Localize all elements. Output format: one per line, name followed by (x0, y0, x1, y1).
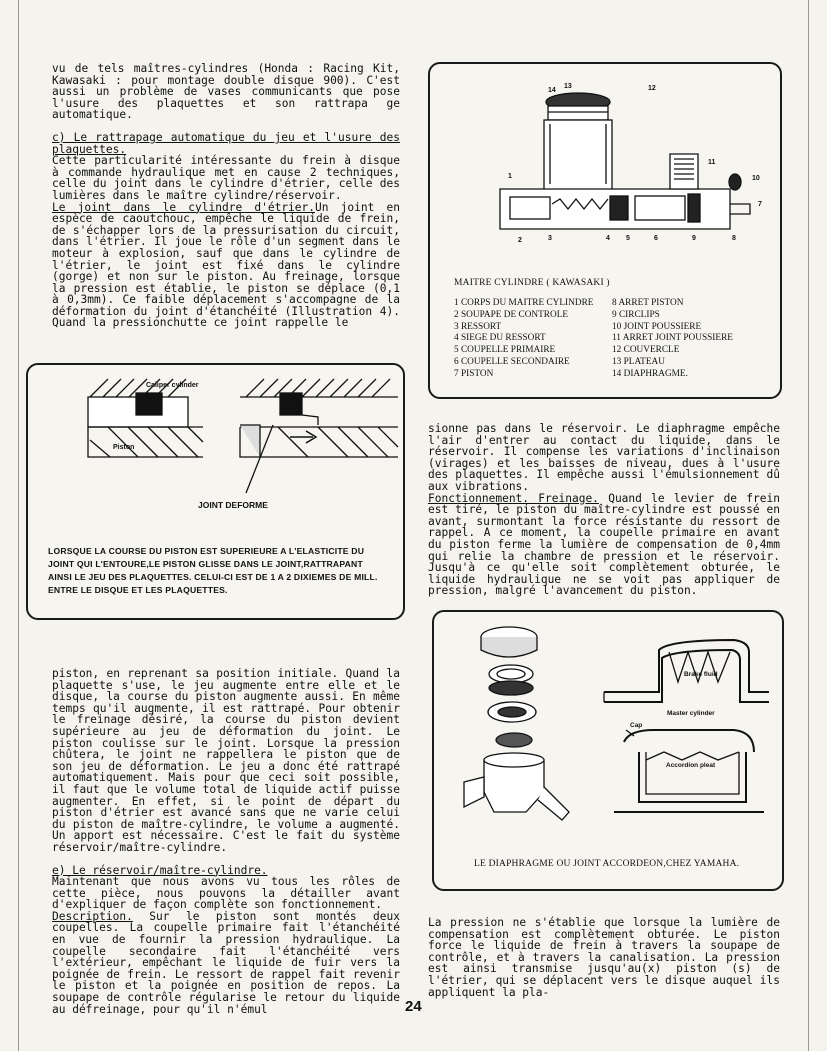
callout-2: 2 (518, 237, 522, 244)
right-column-top (428, 423, 780, 597)
callout-11: 11 (708, 159, 716, 166)
joint-illustration (28, 365, 403, 540)
paragraph: Maintenant que nous avons vu tous les rôles de cette pièce, nous pouvons la détailler avant d'expliquer de façon complète son fonctionnement. (52, 875, 400, 912)
paragraph: Un joint en espèce de caoutchouc, empêche le liquide de frein, de s'échapper lors de la pressurisation du circuit, dans l'étrier. Il joue le rôle d'un segment dans le moteur à explosion, sauf que dans le cylindre de l'étrier, le joint est fixé dans le cylindre (gorge) et non sur le piston. Au freinage, lorsque la pression est établie, le piston se déplace (0,1 à 0,3mm). Ce faible déplacement s'accompagne de la déformation du joint d'étanchéité (Illustration 4). Quand la pressionchutte ce joint rappelle le (52, 200, 400, 330)
label-cap: Cap (630, 722, 643, 729)
section-heading-e: e) Le réservoir/maître-cylindre. (52, 863, 268, 877)
legend-item: 8 ARRET PISTON (612, 298, 684, 308)
legend-item: 3 RESSORT (454, 321, 502, 332)
legend-item: 13 PLATEAU (612, 356, 665, 367)
paragraph: vu de tels maîtres-cylindres (Honda : Racing Kit, Kawasaki : pour montage double disque 900). C'est aussi un problème de vases communicants que pose l'usure des plaquettes et son rattrapa ge automatique. (52, 62, 400, 122)
legend-item: 4 SIEGE DU RESSORT (454, 333, 546, 344)
legend-item: 6 COUPELLE SECONDAIRE (454, 356, 570, 367)
legend-item: 1 CORPS DU MAITRE CYLINDRE (454, 298, 594, 308)
paragraph: sionne pas dans le réservoir. Le diaphragme empêche l'air d'entrer au contact du liquide, dans le réservoir. Il compense les variations d'inclinaison (virages) et les baisses de niveau, dues à l'usure des plaquettes. Il empêche aussi l'émulsionnement dû aux vibrations. (428, 422, 780, 493)
legend-item: 7 PISTON (454, 368, 494, 379)
figure-caption-joint: LORSQUE LA COURSE DU PISTON EST SUPERIEURE A L'ELASTICITE DU JOINT QUI L'ENTOURE,LE PISTON GLISSE DANS LE JOINT,RATTRAPANT AINSI LE JEU DES PLAQUETTES. CELUI-CI EST DE 1 A 2 DIXIEMES DE MILL. ENTRE LE DISQUE ET LES PLAQUETTES. (48, 546, 378, 595)
legend-item: 12 COUVERCLE (612, 345, 680, 356)
legend-right (612, 298, 733, 381)
label-master-cylinder: Master cylinder (667, 710, 715, 717)
label-piston: Piston (113, 444, 135, 451)
left-column-top (52, 63, 400, 329)
callout-6: 6 (654, 235, 658, 242)
callout-3: 3 (548, 235, 552, 242)
callout-9: 9 (692, 235, 696, 242)
callout-12: 12 (648, 85, 656, 92)
paragraph: Quand le levier de frein est tiré, le piston du maître-cylindre est poussé en avant, surmontant la force résistante du ressort de rappel. A ce moment, la coupelle primaire en avant du piston ferme la lumière de compensation de 0,4mm qui relie la chambre de pression et le réservoir. Jusqu'à ce qu'elle soit complètement obturée, le liquide hydraulique ne se voit pas appliquer de pression, malgré l'avancement du piston. (428, 491, 780, 598)
label-accordion-pleat: Accordion pleat (666, 762, 716, 769)
legend-item: 9 CIRCLIPS (612, 309, 660, 320)
figure-joint-deformation (26, 363, 405, 620)
legend-item: 11 ARRET JOINT POUSSIERE (612, 333, 733, 344)
callout-10: 10 (752, 175, 760, 182)
legend-item: 10 JOINT POUSSIERE (612, 321, 702, 332)
figure-master-cylinder (428, 62, 782, 399)
paragraph: Cette particularité intéressante du frein à disque à commande hydraulique met en cause 2 techniques, celle du joint dans le cylindre d'étrier, celle des lumières dans le maître cylindre/réservoir. (52, 154, 400, 202)
right-column-bottom (428, 917, 780, 998)
callout-7: 7 (758, 201, 762, 208)
legend-item: 14 DIAPHRAGME. (612, 368, 688, 379)
cross-section-left (88, 379, 203, 457)
scan-border-right (808, 0, 809, 1051)
page-number: 24 (405, 998, 422, 1015)
scan-border-left (18, 0, 19, 1051)
label-joint-deforme: JOINT DEFORME (198, 500, 268, 510)
callout-1: 1 (508, 173, 512, 180)
subheading-fonctionnement: Fonctionnement. Freinage. (428, 491, 599, 505)
subheading-joint: Le joint dans le cylindre d'étrier. (52, 200, 315, 214)
figure-title-master-cylinder: MAITRE CYLINDRE ( KAWASAKI ) (454, 278, 610, 288)
subheading-description: Description. (52, 909, 133, 923)
callout-13: 13 (564, 83, 572, 90)
callout-8: 8 (732, 235, 736, 242)
master-cylinder-drawing (430, 64, 780, 264)
paragraph: piston, en reprenant sa position initiale. Quand la plaquette s'use, le jeu augmente entre elle et le disque, la course du piston augmente aussi. En même temps qu'il augmente, il est rattrapé. Pour obtenir le freinage désiré, la course du piston devient supérieure au jeu de déformation du joint. Le piston coulisse sur le joint. Lorsque la pression chûtera, le joint ne rappellera le piston que de son jeu de déformation. Le jeu a donc été rattrapé automatiquement. Mais pour que ceci soit possible, il faut que le volume total de liquide actif puisse augmenter. En effet, si le point de départ du piston d'étrier est avancé sans que ne varie celui du piston de maître-cylindre, le volume a augmenté. Un apport est nécessaire. C'est le fait du système réservoir/maître-cylindre. (52, 667, 400, 854)
diaphragm-drawing (434, 612, 782, 842)
legend-item: 5 COUPELLE PRIMAIRE (454, 345, 556, 356)
callout-14: 14 (548, 87, 556, 94)
cross-section-right (240, 379, 398, 493)
callout-5: 5 (626, 235, 630, 242)
section-heading-c: c) Le rattrapage automatique du jeu et l'usure des plaquettes. (52, 130, 400, 156)
paragraph: La pression ne s'établie que lorsque la lumière de compensation est complètement obturée. Le piston force le liquide de frein à travers la soupape de contrôle, et à travers la canalisation. La pression est ainsi transmise jusqu'au(x) piston (s) de l'étrier, qui se déplacent vers le disque auquel ils appliquent la pla- (428, 916, 780, 999)
legend-left (454, 298, 593, 381)
figure-diaphragm (432, 610, 784, 891)
label-caliper-cylinder: Caliper cylinder (146, 382, 199, 389)
callout-4: 4 (606, 235, 610, 242)
legend-item: 2 SOUPAPE DE CONTROLE (454, 309, 569, 320)
paragraph: Sur le piston sont montés deux coupelles. La coupelle primaire fait l'étanchéité en vue de fournir la pression hydraulique. La coupelle secondaire fait l'étanchéité vers l'extérieur, empêchant le liquide de fuir vers la poignée de frein. Le ressort de rappel fait revenir le piston et la poignée en position de repos. La soupape de contrôle régularise le retour du liquide au défreinage, pour qu'il n'émul (52, 909, 400, 1016)
left-column-bottom (52, 668, 400, 1015)
figure-caption-diaphragm: LE DIAPHRAGME OU JOINT ACCORDEON,CHEZ YAMAHA. (474, 859, 740, 869)
label-brake-fluid: Brake fluid (684, 671, 718, 678)
